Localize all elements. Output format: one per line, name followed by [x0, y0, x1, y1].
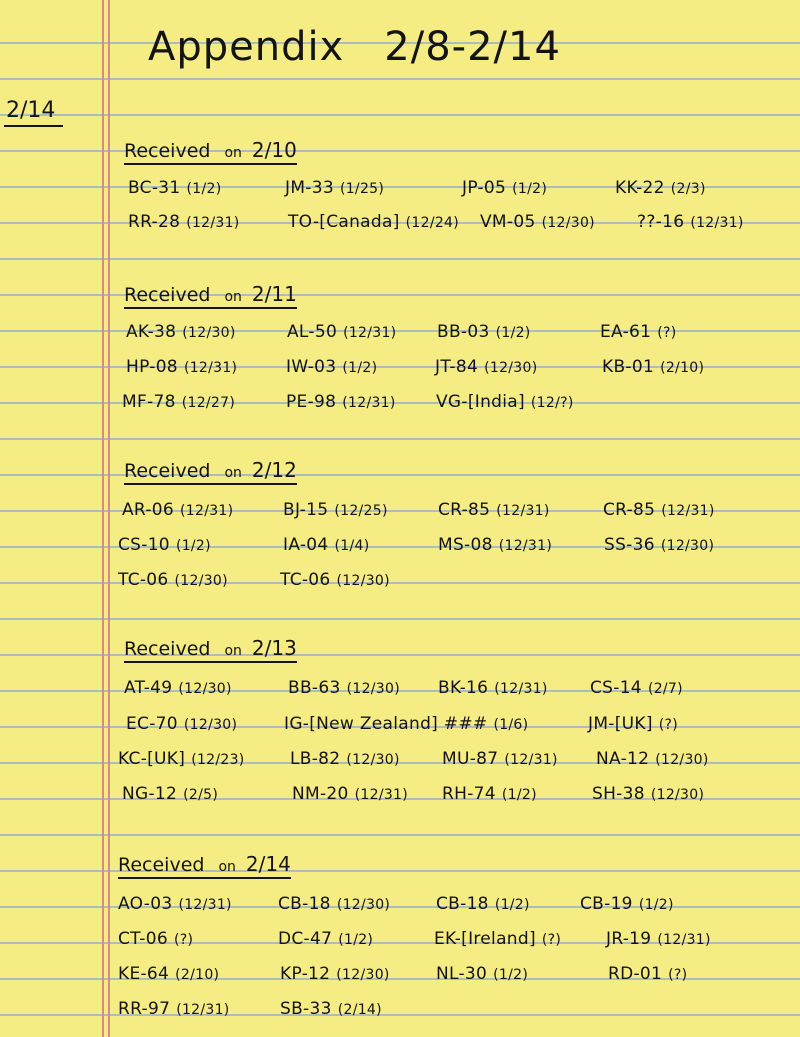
margin-line	[108, 0, 110, 1037]
entry: NM-20 (12/31)	[292, 784, 409, 804]
entry: RD-01 (?)	[608, 964, 688, 984]
entry: SH-38 (12/30)	[592, 784, 705, 804]
entry: NA-12 (12/30)	[596, 749, 709, 769]
entry: JM-33 (1/25)	[285, 178, 385, 198]
entry: KB-01 (2/10)	[602, 357, 705, 377]
entry: EA-61 (?)	[600, 322, 677, 342]
entry: KE-64 (2/10)	[118, 964, 220, 984]
entry: AL-50 (12/31)	[287, 322, 397, 342]
entry: CB-19 (1/2)	[580, 894, 674, 914]
entry: CB-18 (12/30)	[278, 894, 391, 914]
entry: IW-03 (1/2)	[286, 357, 378, 377]
entry: CR-85 (12/31)	[603, 500, 715, 520]
entry: AT-49 (12/30)	[124, 678, 232, 698]
entry: HP-08 (12/31)	[126, 357, 238, 377]
entry: SB-33 (2/14)	[280, 999, 382, 1019]
entry: JR-19 (12/31)	[606, 929, 711, 949]
entry: NL-30 (1/2)	[436, 964, 529, 984]
entry: CT-06 (?)	[118, 929, 194, 949]
entry: AK-38 (12/30)	[126, 322, 236, 342]
title-date-range: 2/8-2/14	[384, 24, 561, 70]
entry: CR-85 (12/31)	[438, 500, 550, 520]
entry: MU-87 (12/31)	[442, 749, 558, 769]
entry: JT-84 (12/30)	[435, 357, 538, 377]
entry: MS-08 (12/31)	[438, 535, 553, 555]
entry: KK-22 (2/3)	[615, 178, 706, 198]
entry: JM-[UK] (?)	[588, 714, 679, 734]
entry: KP-12 (12/30)	[280, 964, 390, 984]
entry: BC-31 (1/2)	[128, 178, 222, 198]
section-header: Received on 2/13	[124, 636, 297, 663]
entry: ??-16 (12/31)	[637, 212, 744, 232]
entry: AR-06 (12/31)	[122, 500, 234, 520]
entry: IG-[New Zealand] ### (1/6)	[284, 714, 529, 734]
entry: SS-36 (12/30)	[604, 535, 715, 555]
entry: TC-06 (12/30)	[280, 570, 390, 590]
entry: TO-[Canada] (12/24)	[288, 212, 460, 232]
entry: VM-05 (12/30)	[480, 212, 595, 232]
margin-date: 2/14	[4, 98, 63, 127]
entry: PE-98 (12/31)	[286, 392, 396, 412]
page-title	[148, 24, 561, 70]
title-word: Appendix	[148, 24, 345, 70]
entry: AO-03 (12/31)	[118, 894, 232, 914]
entry: DC-47 (1/2)	[278, 929, 374, 949]
entry: IA-04 (1/4)	[283, 535, 370, 555]
section-header: Received on 2/11	[124, 282, 297, 309]
entry: VG-[India] (12/?)	[436, 392, 574, 412]
entry: BK-16 (12/31)	[438, 678, 548, 698]
entry: CS-10 (1/2)	[118, 535, 211, 555]
entry: NG-12 (2/5)	[122, 784, 219, 804]
entry: RH-74 (1/2)	[442, 784, 537, 804]
entry: JP-05 (1/2)	[462, 178, 548, 198]
entry: BB-63 (12/30)	[288, 678, 400, 698]
section-header: Received on 2/14	[118, 852, 291, 879]
entry: TC-06 (12/30)	[118, 570, 228, 590]
entry: MF-78 (12/27)	[122, 392, 236, 412]
entry: EC-70 (12/30)	[126, 714, 238, 734]
entry: CS-14 (2/7)	[590, 678, 683, 698]
entry: RR-28 (12/31)	[128, 212, 240, 232]
entry: BB-03 (1/2)	[437, 322, 531, 342]
entry: RR-97 (12/31)	[118, 999, 230, 1019]
entry: LB-82 (12/30)	[290, 749, 400, 769]
entry: EK-[Ireland] (?)	[434, 929, 562, 949]
entry: CB-18 (1/2)	[436, 894, 530, 914]
entry: KC-[UK] (12/23)	[118, 749, 245, 769]
entry: BJ-15 (12/25)	[283, 500, 388, 520]
margin-line	[102, 0, 104, 1037]
section-header: Received on 2/10	[124, 138, 297, 165]
section-header: Received on 2/12	[124, 458, 297, 485]
